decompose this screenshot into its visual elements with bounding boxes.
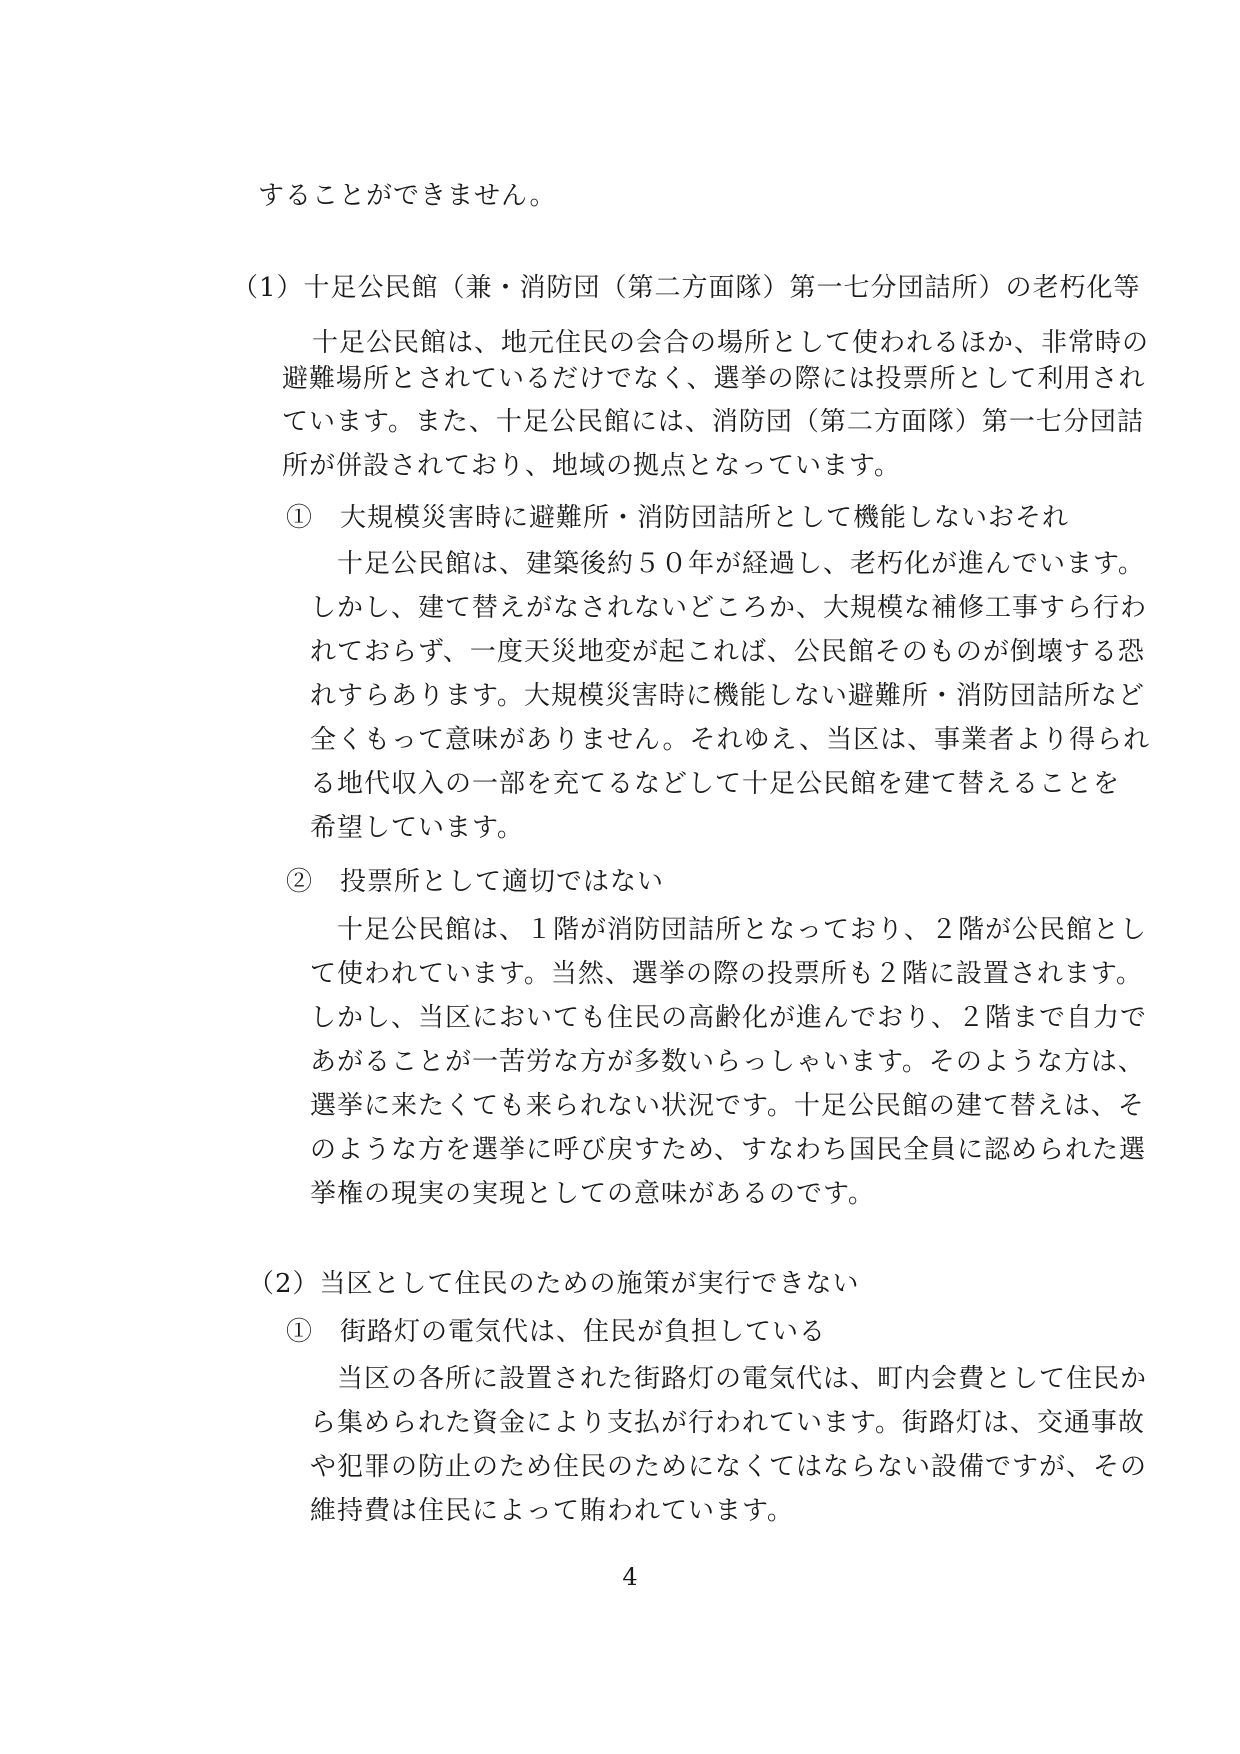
section1-item1-line: 全くもって意味がありません。それゆえ、当区は、事業者より得られ xyxy=(310,725,1151,755)
section1-intro-line: 所が併設されており、地域の拠点となっています。 xyxy=(282,451,901,481)
section1-intro-line: ています。また、十足公民館には、消防団（第二方面隊）第一七分団詰 xyxy=(282,407,1144,437)
section2-item1-line: ら集められた資金により支払が行われています。街路灯は、交通事故 xyxy=(310,1408,1145,1438)
section2-item1-heading: ① 街路灯の電気代は、住民が負担している xyxy=(286,1317,827,1347)
section2-item1-line: 当区の各所に設置された街路灯の電気代は、町内会費として住民か xyxy=(337,1364,1148,1394)
section1-item1-line: れすらあります。大規模災害時に機能しない避難所・消防団詰所など xyxy=(310,681,1145,711)
section1-item1-line: 十足公民館は、建築後約５０年が経過し、老朽化が進んでいます。 xyxy=(337,549,1145,579)
section1-item2-line: あがることが一苦労な方が多数いらっしゃいます。そのような方は、 xyxy=(310,1047,1145,1077)
continuation-text: することができません。 xyxy=(258,181,557,211)
section1-item1-heading: ① 大規模災害時に避難所・消防団詰所として機能しないおそれ xyxy=(286,503,1070,533)
section1-item2-heading: ② 投票所として適切ではない xyxy=(286,867,665,897)
section2-heading: （2）当区として住民のための施策が実行できない xyxy=(248,1269,860,1299)
section1-intro-line: 避難場所とされているだけでなく、選挙の際には投票所として利用され xyxy=(282,364,1146,394)
page-number: 4 xyxy=(622,1563,638,1591)
section1-item1-line: る地代収入の一部を充てるなどして十足公民館を建て替えることを xyxy=(310,769,1121,799)
section1-item2-line: て使われています。当然、選挙の際の投票所も２階に設置されます。 xyxy=(310,959,1143,989)
section1-heading: （1）十足公民館（兼・消防団（第二方面隊）第一七分団詰所）の老朽化等 xyxy=(232,273,1141,303)
section1-item2-line: 十足公民館は、１階が消防団詰所となっており、２階が公民館とし xyxy=(337,915,1148,945)
section1-item2-line: 選挙に来たくても来られない状況です。十足公民館の建て替えは、そ xyxy=(310,1091,1145,1121)
section1-intro-line: 十足公民館は、地元住民の会合の場所として使われるほか、非常時の xyxy=(312,328,1150,358)
section1-item2-line: のような方を選挙に呼び戻すため、すなわち国民全員に認められた選 xyxy=(310,1135,1146,1165)
section2-item1-line: 維持費は住民によって賄われています。 xyxy=(310,1496,794,1526)
section1-item2-line: 挙権の現実の実現としての意味があるのです。 xyxy=(310,1179,875,1209)
section1-item1-line: 希望しています。 xyxy=(310,813,524,843)
section1-item1-line: れておらず、一度天災地変が起これば、公民館そのものが倒壊する恐 xyxy=(310,637,1145,667)
section2-item1-line: や犯罪の防止のため住民のためになくてはならない設備ですが、その xyxy=(310,1452,1148,1482)
section1-item1-line: しかし、建て替えがなされないどころか、大規模な補修工事すら行わ xyxy=(310,593,1148,623)
section1-item2-line: しかし、当区においても住民の高齢化が進んでおり、２階まで自力で xyxy=(310,1003,1148,1033)
